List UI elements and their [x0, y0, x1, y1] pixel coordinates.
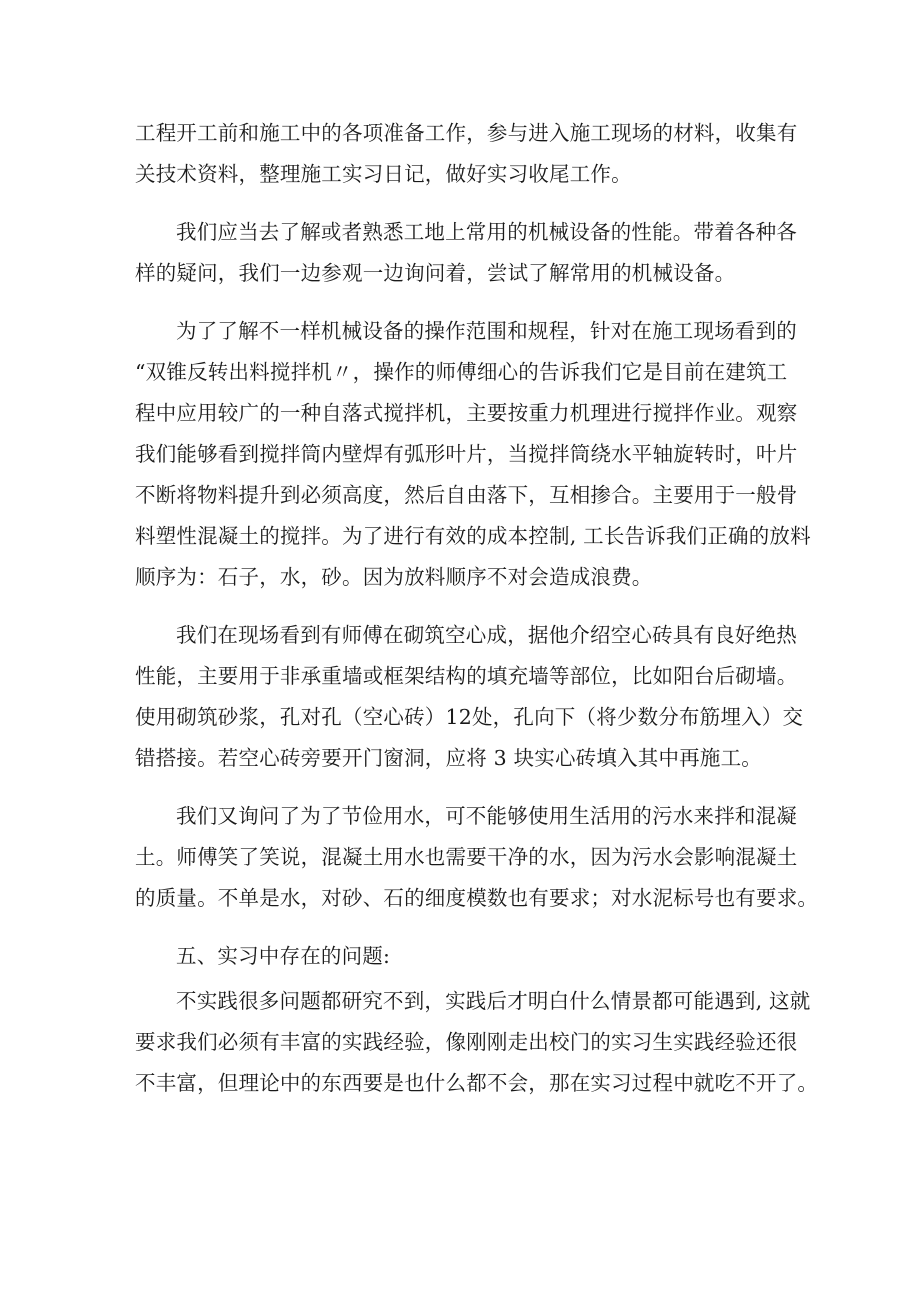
paragraph-6 — [135, 981, 819, 1104]
text-line: 不断将物料提升到必须高度，然后自由落下，互相掺合。主要用于一般骨 — [135, 483, 798, 507]
paragraph-2 — [135, 212, 803, 294]
text-line: 样的疑问，我们一边参观一边询问着，尝试了解常用的机械设备。 — [135, 261, 736, 285]
text-line: “双锥反转出料搅拌机〃，操作的师傅细心的告诉我们它是目前在建筑工 — [135, 360, 788, 384]
document-body — [135, 113, 819, 1121]
text-line: 工程开工前和施工中的各项准备工作，参与进入施工现场的材料，收集有 — [135, 121, 798, 145]
text-line: 我们能够看到搅拌筒内壁焊有弧形叶片，当搅拌筒绕水平轴旋转时，叶片 — [135, 442, 798, 466]
text-line: 程中应用较广的一种自落式搅拌机，主要按重力机理进行搅拌作业。观察 — [135, 401, 798, 425]
paragraph-3 — [135, 311, 811, 598]
paragraph-5 — [135, 796, 819, 919]
text-line: 性能，主要用于非承重墙或框架结构的填充墙等部位，比如阳台后砌墙。 — [135, 664, 798, 688]
text-line: 错搭接。若空心砖旁要开门窗洞，应将 3 块实心砖填入其中再施工。 — [135, 746, 762, 770]
text-line: 顺序为：石子，水，砂。因为放料顺序不对会造成浪费。 — [135, 565, 653, 589]
section-heading — [135, 936, 803, 977]
section-heading-text: 五、实习中存在的问题: — [176, 944, 391, 968]
text-line: 不丰富，但理论中的东西要是也什么都不会，那在实习过程中就吃不开了。 — [135, 1071, 819, 1095]
text-line: 要求我们必须有丰富的实践经验，像刚刚走出校门的实习生实践经验还很 — [135, 1030, 798, 1054]
text-line: 的质量。不单是水，对砂、石的细度模数也有要求；对水泥标号也有要求。 — [135, 886, 819, 910]
text-line: 土。师傅笑了笑说，混凝土用水也需要干净的水，因为污水会影响混凝土 — [135, 845, 798, 869]
paragraph-4 — [135, 615, 803, 779]
text-line: 我们在现场看到有师傅在砌筑空心成，据他介绍空心砖具有良好绝热 — [176, 623, 797, 647]
text-line: 使用砌筑砂浆，孔对孔（空心砖）12处，孔向下（将少数分布筋埋入）交 — [135, 705, 804, 729]
text-line: 料塑性混凝土的搅拌。为了进行有效的成本控制, 工长告诉我们正确的放料 — [135, 524, 811, 548]
text-line: 关技术资料，整理施工实习日记，做好实习收尾工作。 — [135, 162, 632, 186]
text-line: 为了了解不一样机械设备的操作范围和规程，针对在施工现场看到的 — [176, 319, 797, 343]
paragraph-1 — [135, 113, 803, 195]
text-line: 我们又询问了为了节俭用水，可不能够使用生活用的污水来拌和混凝 — [176, 804, 797, 828]
text-line: 不实践很多问题都研究不到，实践后才明白什么情景都可能遇到, 这就 — [176, 989, 811, 1013]
text-line: 我们应当去了解或者熟悉工地上常用的机械设备的性能。带着各种各 — [176, 220, 797, 244]
